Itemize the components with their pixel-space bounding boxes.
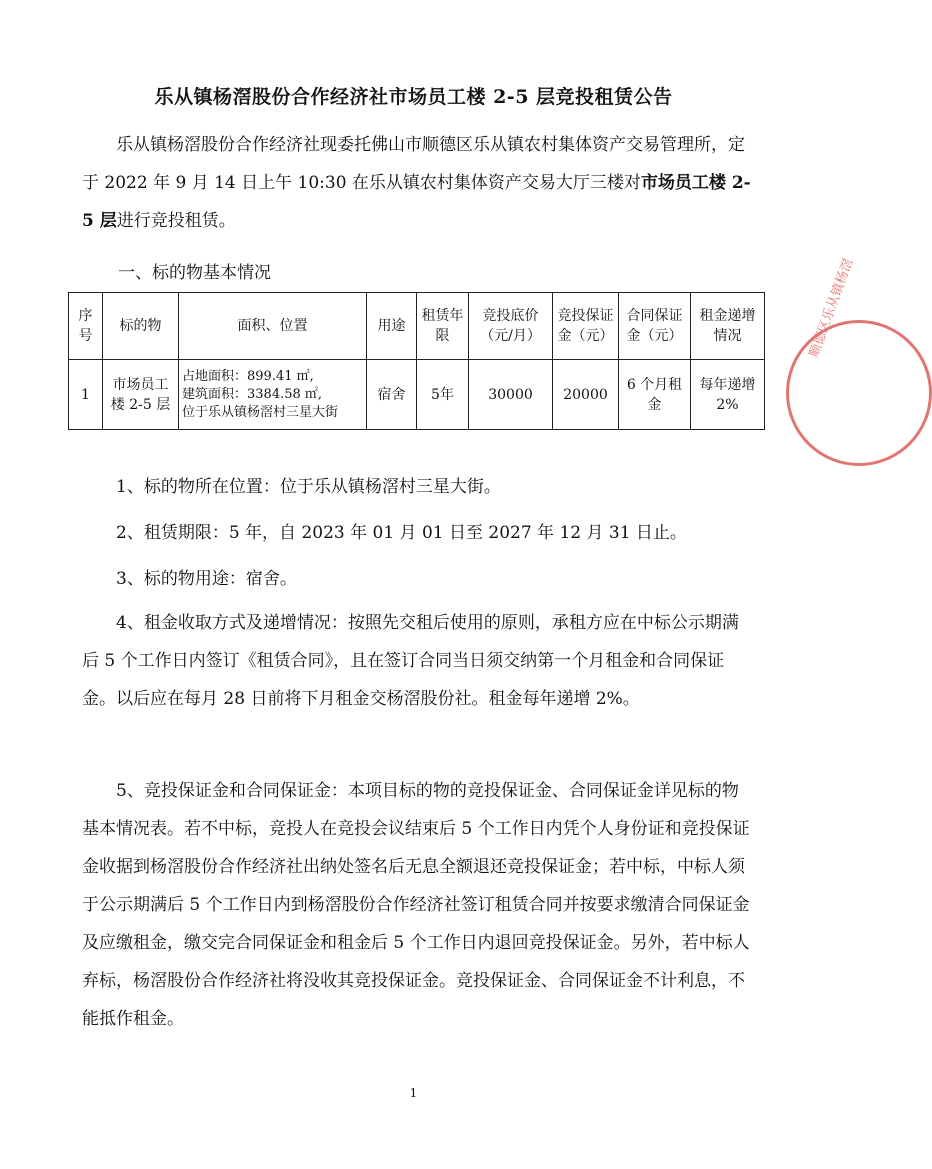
building-area: 建筑面积：3384.58 ㎡, xyxy=(182,386,323,402)
header-no: 序号 xyxy=(69,293,103,360)
table-row xyxy=(69,360,765,430)
location: 位于乐从镇杨滘村三星大街 xyxy=(182,404,339,420)
cell-area-location xyxy=(179,360,367,430)
item-4-rent-payment: 4、租金收取方式及递增情况：按照先交租后使用的原则，承租方应在中标公示期满后 5 个工作日内签订《租赁合同》，且在签订合同当日须交纳第一个月租金和合同保证金。以后应在每月 28 日前将下月租金交杨滘股份社。租金每年递增 2%。 xyxy=(82,613,739,709)
intro-bold-subject: 市场员工楼 2-5 层 xyxy=(82,173,751,231)
header-rent-increase: 租金递增情况 xyxy=(691,293,765,360)
header-contract-deposit: 合同保证金（元） xyxy=(619,293,691,360)
item-2-lease-term: 2、租赁期限：5 年，自 2023 年 01 月 01 日至 2027 年 12 月 31 日止。 xyxy=(116,523,687,543)
header-term: 租赁年限 xyxy=(417,293,469,360)
cell-rent-increase: 每年递增 2% xyxy=(691,360,765,430)
land-area: 占地面积：899.41 ㎡, xyxy=(182,368,314,384)
document-title: 乐从镇杨滘股份合作经济社市场员工楼 2-5 层竞投租赁公告 xyxy=(154,86,673,108)
subject-basic-info-table xyxy=(68,292,765,430)
cell-contract-deposit: 6 个月租金 xyxy=(619,360,691,430)
section-heading: 一、标的物基本情况 xyxy=(118,263,271,283)
intro-text-part2: 进行竞投租赁。 xyxy=(116,211,236,231)
cell-subject: 市场员工楼 2-5 层 xyxy=(103,360,179,430)
page-number: 1 xyxy=(409,1086,418,1100)
header-bid-deposit: 竞投保证金（元） xyxy=(553,293,619,360)
red-official-seal xyxy=(786,256,932,466)
header-use: 用途 xyxy=(367,293,417,360)
cell-bid-deposit: 20000 xyxy=(553,360,619,430)
table-header-row xyxy=(69,293,765,360)
item-1-location: 1、标的物所在位置：位于乐从镇杨滘村三星大街。 xyxy=(116,477,501,497)
header-base-price: 竞投底价（元/月） xyxy=(469,293,553,360)
item-3-usage: 3、标的物用途：宿舍。 xyxy=(116,569,297,589)
header-area-location: 面积、位置 xyxy=(179,293,367,360)
item-5-deposits: 5、竞投保证金和合同保证金：本项目标的物的竞投保证金、合同保证金详见标的物基本情况表。若不中标，竞投人在竞投会议结束后 5 个工作日内凭个人身份证和竞投保证金收据到杨滘股份合作经济社出纳处签名后无息全额退还竞投保证金；若中标，中标人须于公示期满后 5 个工作日内到杨滘股份合作经济社签订租赁合同并按要求缴清合同保证金及应缴租金，缴交完合同保证金和租金后 5 个工作日内退回竞投保证金。另外，若中标人弃标，杨滘股份合作经济社将没收其竞投保证金。竞投保证金、合同保证金不计利息，不能抵作租金。 xyxy=(82,781,750,1029)
cell-use: 宿舍 xyxy=(367,360,417,430)
intro-text-part1: 乐从镇杨滘股份合作经济社现委托佛山市顺德区乐从镇农村集体资产交易管理所，定于 2022 年 9 月 14 日上午 10:30 在乐从镇农村集体资产交易大厅三楼对 xyxy=(82,135,745,193)
cell-no: 1 xyxy=(69,360,103,430)
header-subject: 标的物 xyxy=(103,293,179,360)
seal-text: 顺德区乐从镇杨滘 xyxy=(806,256,857,360)
cell-term: 5年 xyxy=(417,360,469,430)
intro-paragraph xyxy=(82,126,752,240)
cell-base-price: 30000 xyxy=(469,360,553,430)
